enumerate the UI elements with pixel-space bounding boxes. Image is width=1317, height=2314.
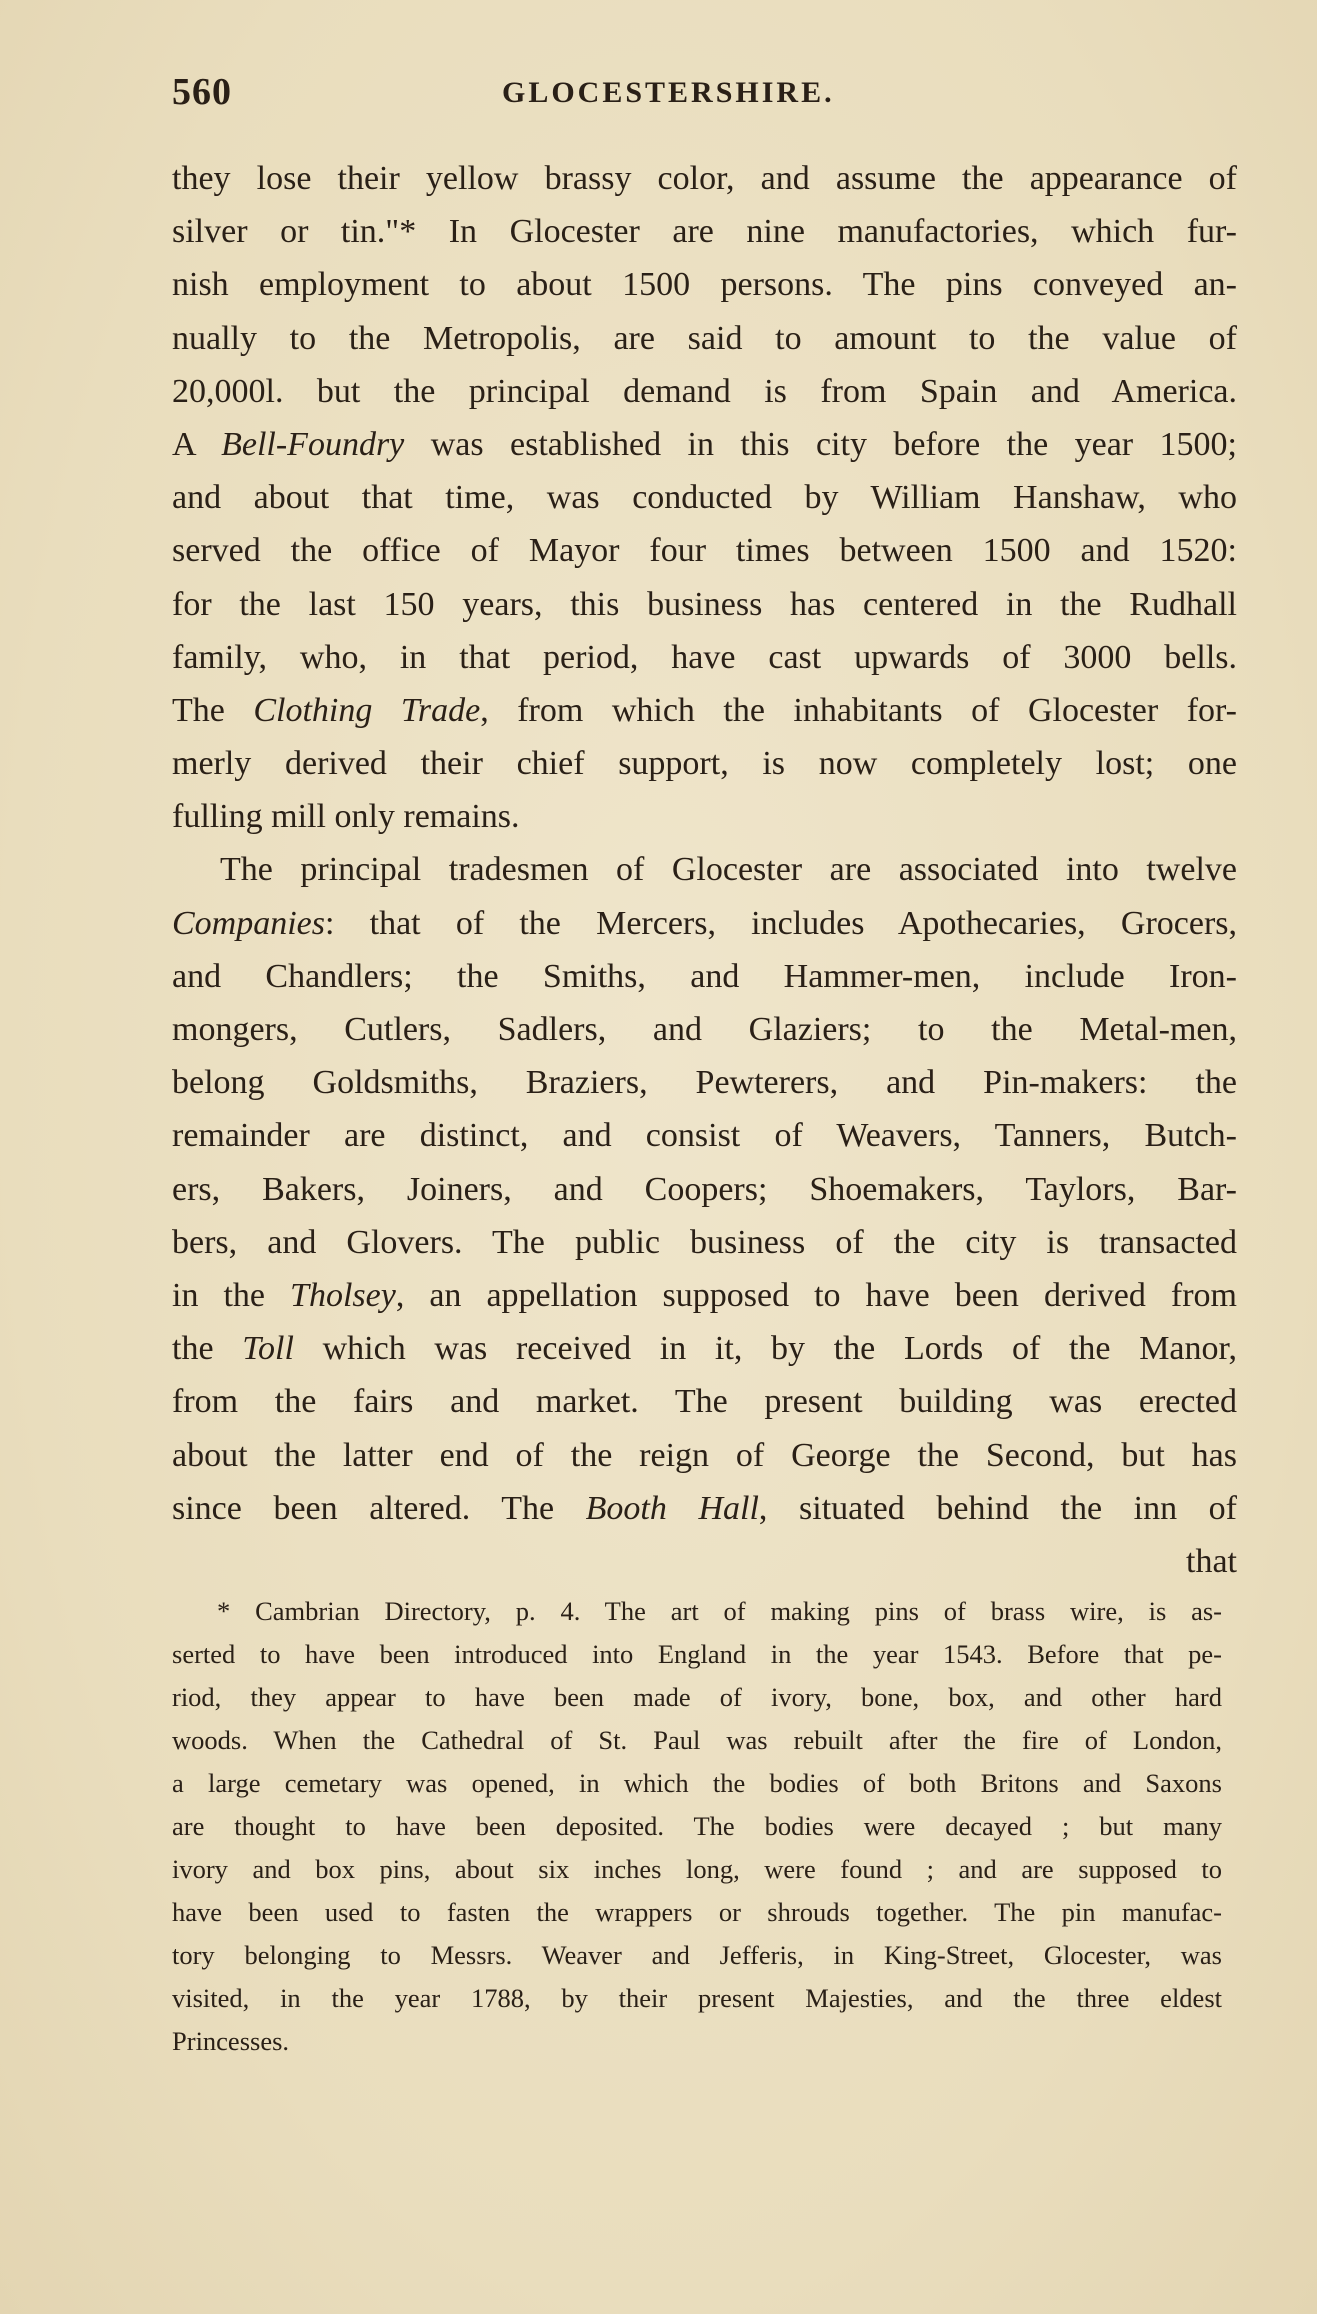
page-header [172,70,1252,120]
body-line: served the office of Mayor four times between 1500 and 1520: [172,532,1237,570]
footnote [172,1590,1222,2063]
body-line: for the last 150 years, this business has centered in the Rudhall [172,585,1237,623]
footnote-line: serted to have been introduced into England in the year 1543. Before that pe- [172,1639,1222,1669]
body-line: belong Goldsmiths, Braziers, Pewterers, and Pin-makers: the [172,1064,1237,1102]
catchword: that [1186,1542,1237,1580]
body-line: The principal tradesmen of Glocester are associated into twelve [220,851,1237,889]
italic-term: Booth Hall [585,1489,759,1527]
italic-term: Clothing Trade [253,691,481,729]
body-line: fulling mill only remains. [172,798,520,836]
footnote-line: riod, they appear to have been made of ivory, bone, box, and other hard [172,1682,1222,1712]
body-line: about the latter end of the reign of George the Second, but has [172,1436,1237,1474]
body-line: remainder are distinct, and consist of Weavers, Tanners, Butch- [172,1117,1237,1155]
body-line: 20,000l. but the principal demand is from Spain and America. [172,372,1237,410]
body-line: from the fairs and market. The present building was erected [172,1383,1237,1421]
body-line: silver or tin."* In Glocester are nine manufactories, which fur- [172,213,1237,251]
italic-term: Companies [172,904,325,942]
italic-term: Tholsey [290,1276,396,1314]
footnote-line: woods. When the Cathedral of St. Paul was rebuilt after the fire of London, [172,1725,1222,1755]
footnote-line: tory belonging to Messrs. Weaver and Jefferis, in King-Street, Glocester, was [172,1940,1222,1970]
body-line: since been altered. The Booth Hall, situated behind the inn of [172,1489,1237,1527]
footnote-line: visited, in the year 1788, by their present Majesties, and the three eldest [172,1983,1222,2013]
body-line: bers, and Glovers. The public business of the city is transacted [172,1223,1237,1261]
body-line: family, who, in that period, have cast upwards of 3000 bells. [172,638,1237,676]
footnote-line: are thought to have been deposited. The bodies were decayed ; but many [172,1811,1222,1841]
body-line: the Toll which was received in it, by the Lords of the Manor, [172,1330,1237,1368]
body-line: and about that time, was conducted by William Hanshaw, who [172,479,1237,517]
footnote-line: ivory and box pins, about six inches long, were found ; and are supposed to [172,1854,1222,1884]
body-line: and Chandlers; the Smiths, and Hammer-men, include Iron- [172,957,1237,995]
body-line: nually to the Metropolis, are said to amount to the value of [172,319,1237,357]
body-line: in the Tholsey, an appellation supposed to have been derived from [172,1276,1238,1314]
body-line: merly derived their chief support, is now completely lost; one [172,745,1237,783]
body-line: mongers, Cutlers, Sadlers, and Glaziers; to the Metal-men, [172,1011,1237,1048]
italic-term: Bell-Foundry [221,425,405,463]
italic-term: Toll [242,1330,294,1368]
footnote-line: * Cambrian Directory, p. 4. The art of making pins of brass wire, is as- [217,1596,1222,1626]
body-text [172,152,1237,1588]
page-number: 560 [172,71,232,113]
running-head: GLOCESTERSHIRE. [502,76,835,109]
body-line: Companies: that of the Mercers, includes Apothecaries, Grocers, [172,904,1237,942]
body-line: The Clothing Trade, from which the inhabitants of Glocester for- [172,691,1237,729]
footnote-line: have been used to fasten the wrappers or shrouds together. The pin manufac- [172,1897,1222,1927]
body-line: A Bell-Foundry was established in this city before the year 1500; [172,425,1237,463]
body-line: they lose their yellow brassy color, and assume the appearance of [172,160,1237,197]
body-line: nish employment to about 1500 persons. The pins conveyed an- [172,266,1237,304]
footnote-line: Princesses. [172,2026,290,2056]
footnote-line: a large cemetary was opened, in which the bodies of both Britons and Saxons [172,1768,1222,1798]
body-line: ers, Bakers, Joiners, and Coopers; Shoemakers, Taylors, Bar- [172,1170,1237,1208]
